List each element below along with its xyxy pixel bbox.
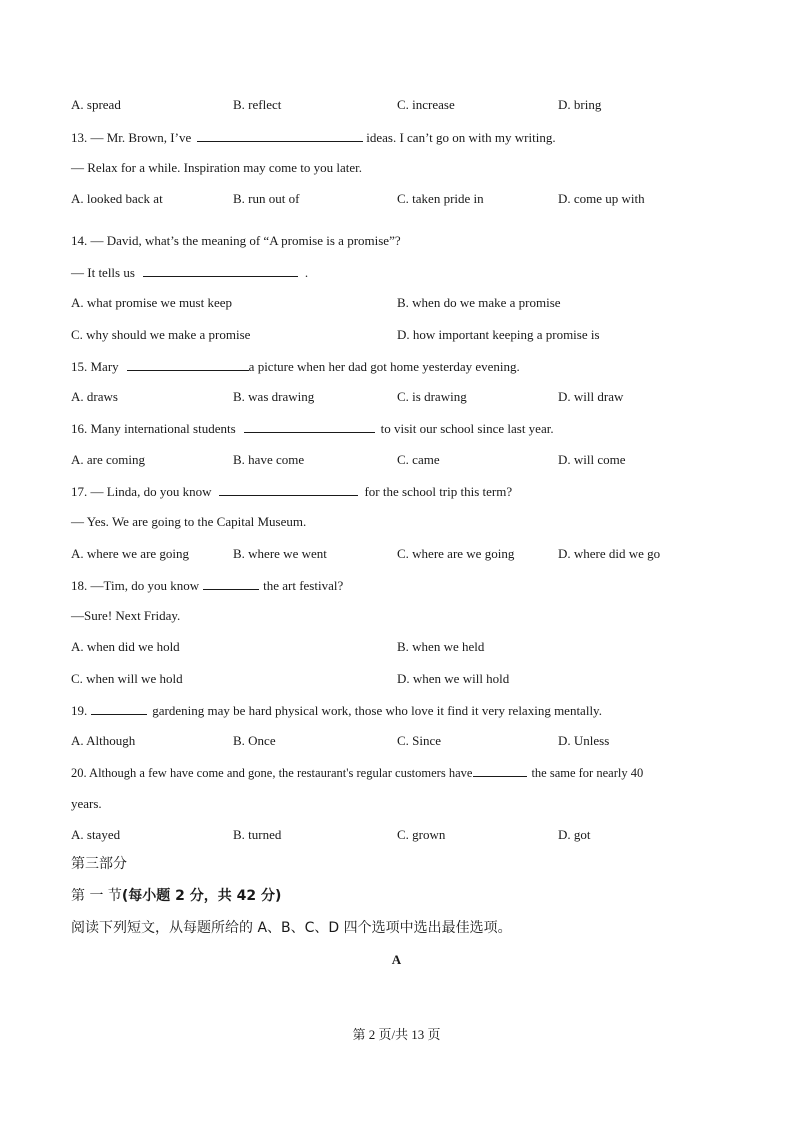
q18-option-c: C. when will we hold [71, 671, 183, 686]
q19-option-c: C. Since [397, 733, 442, 748]
q14-option-a: A. what promise we must keep [71, 295, 233, 310]
question-16-stem-end: to visit our school since last year. [380, 421, 554, 436]
question-16 [71, 420, 554, 437]
q13-option-a: A. looked back at [71, 191, 163, 206]
question-18 [71, 577, 343, 594]
q16-option-d: D. will come [558, 452, 626, 467]
q20-option-b: B. turned [233, 827, 282, 842]
question-20-stem: 20. Although a few have come and gone, the restaurant's regular customers have [71, 766, 473, 780]
section-heading [71, 888, 281, 904]
question-14-reply [71, 264, 308, 281]
question-18-stem: 18. —Tim, do you know [71, 578, 200, 593]
q20-option-d: D. got [558, 827, 591, 842]
q20-option-a: A. stayed [71, 827, 121, 842]
question-15-stem-end: a picture when her dad got home yesterday evening. [248, 359, 520, 374]
answer-blank [197, 129, 363, 142]
q12-option-d: D. bring [558, 97, 602, 112]
q12-option-a: A. spread [71, 97, 121, 112]
question-13 [71, 129, 556, 146]
q18-option-b: B. when we held [397, 639, 485, 654]
question-20-continuation: years. [71, 796, 102, 811]
question-20-stem-end: the same for nearly 40 [531, 766, 644, 780]
q14-option-b: B. when do we make a promise [397, 295, 561, 310]
part-heading: 第三部分 [71, 856, 127, 872]
question-17-stem-end: for the school trip this term? [364, 484, 513, 499]
q19-option-b: B. Once [233, 733, 276, 748]
answer-blank [203, 577, 259, 590]
question-14-reply-end: . [304, 265, 309, 280]
q17-option-a: A. where we are going [71, 546, 190, 561]
question-18-reply: —Sure! Next Friday. [71, 608, 181, 623]
question-13-stem-end: ideas. I can’t go on with my writing. [366, 130, 556, 145]
q15-option-c: C. is drawing [397, 389, 467, 404]
q18-option-a: A. when did we hold [71, 639, 180, 654]
question-14: 14. — David, what’s the meaning of “A promise is a promise”? [71, 233, 401, 248]
answer-blank [473, 764, 527, 777]
passage-label: A [391, 952, 402, 967]
answer-blank [143, 264, 298, 277]
q16-option-a: A. are coming [71, 452, 146, 467]
section-number: 第 一 节 [71, 888, 122, 904]
q13-option-d: D. come up with [558, 191, 645, 206]
q14-option-c: C. why should we make a promise [71, 327, 251, 342]
q14-option-d: D. how important keeping a promise is [397, 327, 600, 342]
q13-option-b: B. run out of [233, 191, 300, 206]
q19-option-d: D. Unless [558, 733, 610, 748]
question-20 [71, 764, 643, 781]
q16-option-b: B. have come [233, 452, 305, 467]
section-scoring: (每小题 2 分，共 42 分) [121, 888, 282, 904]
reading-instructions: 阅读下列短文，从每题所给的 A、B、C、D 四个选项中选出最佳选项。 [71, 920, 512, 936]
question-16-stem: 16. Many international students [71, 421, 236, 436]
q15-option-b: B. was drawing [233, 389, 315, 404]
question-17-reply: — Yes. We are going to the Capital Museum. [71, 514, 307, 529]
question-19-stem: 19. [71, 703, 88, 718]
question-19-stem-end: gardening may be hard physical work, those who love it find it very relaxing mentally. [152, 703, 602, 718]
q17-option-c: C. where are we going [397, 546, 515, 561]
question-19 [71, 702, 602, 719]
q15-option-a: A. draws [71, 389, 118, 404]
q18-option-d: D. when we will hold [397, 671, 510, 686]
question-17 [71, 483, 512, 500]
q15-option-d: D. will draw [558, 389, 624, 404]
answer-blank [91, 702, 147, 715]
answer-blank [244, 420, 375, 433]
question-17-stem: 17. — Linda, do you know [71, 484, 212, 499]
q12-option-b: B. reflect [233, 97, 282, 112]
q16-option-c: C. came [397, 452, 440, 467]
answer-blank [127, 358, 249, 371]
question-13-reply: — Relax for a while. Inspiration may come to you later. [71, 160, 362, 175]
question-18-stem-end: the art festival? [263, 578, 344, 593]
q17-option-b: B. where we went [233, 546, 327, 561]
q13-option-c: C. taken pride in [397, 191, 484, 206]
question-13-stem: 13. — Mr. Brown, I’ve [71, 130, 192, 145]
page-footer: 第 2 页/共 13 页 [352, 1027, 441, 1042]
q19-option-a: A. Although [71, 733, 136, 748]
answer-blank [219, 483, 358, 496]
question-15 [71, 358, 520, 375]
question-14-reply-stem: — It tells us [71, 265, 135, 280]
q20-option-c: C. grown [397, 827, 446, 842]
q12-option-c: C. increase [397, 97, 455, 112]
q17-option-d: D. where did we go [558, 546, 661, 561]
question-15-stem: 15. Mary [71, 359, 119, 374]
